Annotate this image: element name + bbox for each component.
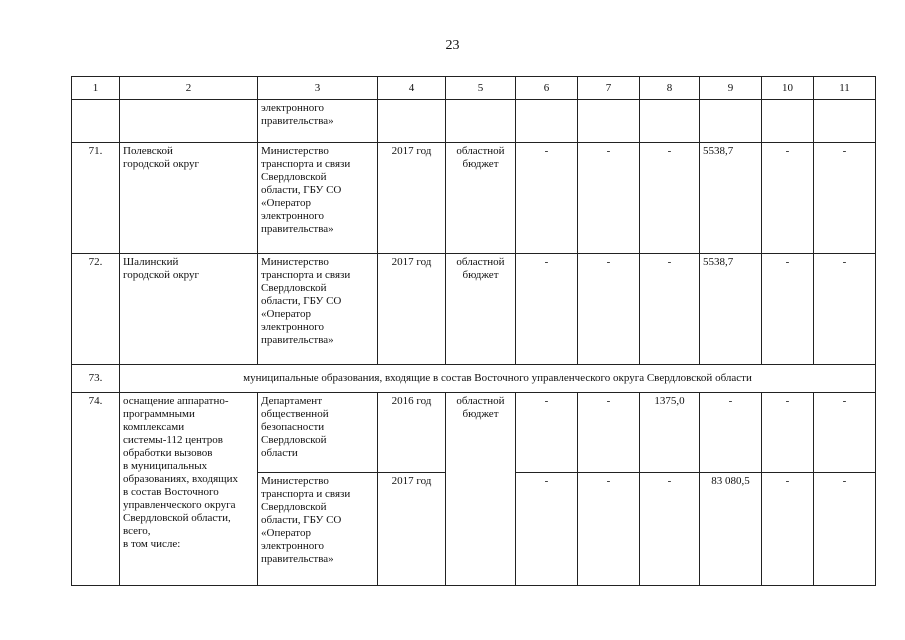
value-cell: - — [762, 473, 814, 586]
value-cell: - — [578, 143, 640, 254]
year-cell: 2017 год — [378, 254, 446, 365]
value-cell: 1375,0 — [640, 393, 700, 473]
value-cell: 5538,7 — [700, 143, 762, 254]
section-row — [72, 365, 876, 393]
value-cell: - — [814, 143, 876, 254]
header-cell: 9 — [700, 77, 762, 100]
table-row — [72, 393, 876, 473]
value-cell: - — [516, 254, 578, 365]
year-cell: 2016 год — [378, 393, 446, 473]
value-cell: - — [762, 393, 814, 473]
header-cell: 1 — [72, 77, 120, 100]
year-cell: 2017 год — [378, 143, 446, 254]
source-cell: областной бюджет — [446, 393, 516, 586]
header-cell: 5 — [446, 77, 516, 100]
value-cell: - — [640, 143, 700, 254]
value-cell: 83 080,5 — [700, 473, 762, 586]
value-cell: - — [762, 254, 814, 365]
page-number: 23 — [445, 38, 460, 53]
row-number: 74. — [72, 393, 120, 586]
org-cell: Министерство транспорта и связи Свердловской области, ГБУ СО «Оператор электронного правительства» — [258, 143, 378, 254]
value-cell: - — [516, 473, 578, 586]
org-cell: Министерство транспорта и связи Свердловской области, ГБУ СО «Оператор электронного правительства» — [258, 473, 378, 586]
municipality-cell: оснащение аппаратно- программными комплексами системы-112 центров обработки вызовов в муниципальных образованиях, входящих в состав Восточного управленческого округа Свердловской области, всего, в том числе: — [120, 393, 258, 586]
header-cell: 3 — [258, 77, 378, 100]
row-number: 73. — [72, 365, 120, 393]
header-cell: 2 — [120, 77, 258, 100]
year-cell: 2017 год — [378, 473, 446, 586]
value-cell: - — [516, 393, 578, 473]
municipality-cell: Полевской городской округ — [120, 143, 258, 254]
value-cell: - — [762, 143, 814, 254]
section-title: муниципальные образования, входящие в состав Восточного управленческого округа Свердловской области — [120, 365, 876, 393]
value-cell: - — [640, 473, 700, 586]
source-cell: областной бюджет — [446, 254, 516, 365]
value-cell: - — [640, 254, 700, 365]
header-cell: 11 — [814, 77, 876, 100]
org-cell: Департамент общественной безопасности Свердловской области — [258, 393, 378, 473]
value-cell: - — [578, 254, 640, 365]
municipality-cell: Шалинский городской округ — [120, 254, 258, 365]
header-cell: 4 — [378, 77, 446, 100]
org-cell: электронного правительства» — [258, 100, 378, 143]
org-cell: Министерство транспорта и связи Свердловской области, ГБУ СО «Оператор электронного правительства» — [258, 254, 378, 365]
row-number: 71. — [72, 143, 120, 254]
row-number: 72. — [72, 254, 120, 365]
value-cell: - — [814, 393, 876, 473]
table-row — [72, 100, 876, 143]
value-cell: - — [814, 254, 876, 365]
header-cell: 10 — [762, 77, 814, 100]
value-cell: - — [516, 143, 578, 254]
header-cell: 8 — [640, 77, 700, 100]
budget-table — [71, 76, 876, 586]
value-cell: - — [578, 393, 640, 473]
value-cell: - — [700, 393, 762, 473]
header-row — [72, 77, 876, 100]
header-cell: 7 — [578, 77, 640, 100]
value-cell: 5538,7 — [700, 254, 762, 365]
value-cell: - — [814, 473, 876, 586]
header-cell: 6 — [516, 77, 578, 100]
value-cell: - — [578, 473, 640, 586]
table-row — [72, 143, 876, 254]
source-cell: областной бюджет — [446, 143, 516, 254]
table-row — [72, 254, 876, 365]
